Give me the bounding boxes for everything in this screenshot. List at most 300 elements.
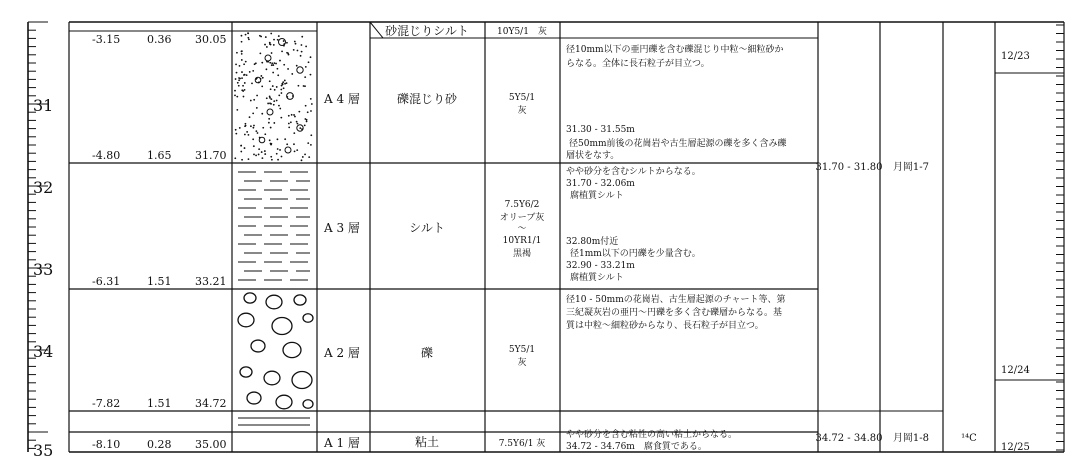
gravel-circle (294, 295, 306, 305)
sand-dot (249, 116, 251, 118)
description-line: やや砂分を含む粘性の高い粘土からなる。 (566, 430, 738, 440)
depth-bottom: 35.00 (195, 438, 227, 451)
sand-dot (251, 82, 253, 84)
sand-dot (262, 77, 264, 79)
sand-dot (281, 50, 283, 52)
sand-dot (298, 111, 300, 113)
sand-dot (253, 154, 255, 156)
sand-dot (286, 42, 288, 44)
sand-dot (297, 123, 299, 125)
sand-dot (277, 138, 279, 140)
sand-dot (253, 99, 255, 101)
sand-dot (260, 36, 262, 38)
sand-dot (235, 133, 237, 135)
sand-dot (272, 85, 274, 87)
sand-dot (252, 127, 254, 129)
top-partial-layer (385, 23, 547, 38)
sand-dot (287, 68, 289, 70)
description-line: やや砂分を含むシルトからなる。 (566, 167, 701, 177)
pebble (279, 39, 286, 46)
sand-dot (272, 72, 274, 74)
color-name: 灰 (517, 358, 527, 368)
sand-dot (277, 68, 279, 70)
description-line: らなる。全体に長石粒子が目立つ。 (566, 59, 710, 69)
sand-dot (246, 74, 248, 76)
sand-dot (304, 153, 306, 155)
description-line: 径10 - 50mmの花崗岩、古生層起源のチャート等、第 (566, 295, 786, 305)
sand-dot (307, 142, 309, 144)
sand-dot (280, 117, 282, 119)
sand-dot (261, 113, 263, 115)
description-line: 34.72 - 34.76m 腐食質である。 (566, 442, 707, 452)
sand-dot (306, 121, 308, 123)
thickness-bottom: 1.51 (147, 397, 172, 410)
depth-ticks (28, 22, 48, 448)
description-line: 腐植質シルト (570, 273, 624, 283)
sand-dot (261, 157, 263, 159)
sand-dot (264, 44, 266, 46)
soil-name: シルト (409, 221, 445, 235)
sand-dot (310, 134, 312, 136)
sand-dot (288, 123, 290, 125)
sand-dot (241, 59, 243, 61)
sand-dot (264, 153, 266, 155)
description-line: 層状をなす。 (566, 151, 620, 161)
sand-dot (258, 148, 260, 150)
gravel-circle (240, 367, 252, 377)
sand-dot (271, 52, 273, 54)
sand-dot (270, 88, 272, 90)
gravel-circle (276, 395, 292, 409)
description-line: 31.30 - 31.55m (566, 125, 635, 135)
depth-scale (28, 22, 53, 460)
sand-dot (284, 80, 286, 82)
sand-dot (238, 77, 240, 79)
color-line: 黒褐 (512, 249, 532, 259)
description-line: 腐植質シルト (570, 191, 624, 201)
depth-bottom: 33.21 (195, 275, 227, 288)
sand-dot (255, 155, 257, 157)
layer-name: A 3 層 (324, 221, 360, 235)
color-code: 5Y5/1 (508, 93, 536, 103)
sand-dot (244, 89, 246, 91)
sand-dot (254, 63, 256, 65)
sand-dot (283, 87, 285, 89)
sand-dot (297, 50, 299, 52)
sand-dot (270, 156, 272, 158)
elevation-top: -3.15 (92, 33, 121, 46)
sand-dot (277, 159, 279, 161)
depth-label-35: 35 (33, 441, 54, 460)
sand-dot (243, 74, 245, 76)
sand-dot (272, 64, 274, 66)
sand-dot (245, 34, 247, 36)
sand-dot (304, 76, 306, 78)
sand-dot (273, 62, 275, 64)
sand-dot (286, 52, 288, 54)
sand-dot (276, 153, 278, 155)
elevation-bottom: -8.10 (92, 438, 121, 451)
sand-dot (260, 75, 262, 77)
sand-dot (273, 100, 275, 102)
sand-dot (308, 156, 310, 158)
sand-dot (300, 55, 302, 57)
gravel-circle (244, 293, 256, 303)
sand-dot (237, 82, 239, 84)
sand-dot (236, 96, 238, 98)
sand-dot (302, 156, 304, 158)
sample-analysis: ¹⁴C (961, 433, 977, 444)
layer-name: A 4 層 (324, 92, 360, 106)
sand-dot (310, 144, 312, 146)
sand-dot (242, 85, 244, 87)
color-line: オリーブ灰 (499, 213, 545, 223)
sand-dot (283, 64, 285, 66)
sample-label: 月岡1-8 (892, 433, 930, 444)
layer-name: A 2 層 (324, 346, 360, 360)
sand-dot (253, 145, 255, 147)
sand-dot (273, 39, 275, 41)
sample-range: 34.72 - 34.80 (815, 433, 883, 444)
gravel-circle (247, 392, 261, 404)
sand-dot (280, 89, 282, 91)
sand-dot (275, 63, 277, 65)
sand-dot (269, 43, 271, 45)
sand-dot (269, 96, 271, 98)
sand-dot (235, 64, 237, 66)
sand-dot (276, 86, 278, 88)
depth-label-34: 34 (33, 342, 54, 361)
layer-name: A 1 層 (324, 436, 360, 450)
sand-dot (238, 79, 240, 81)
sand-dot (310, 98, 312, 100)
pebble (267, 109, 273, 115)
sand-dot (301, 159, 303, 161)
description-line: 径1mm以下の円礫を少量含む。 (570, 249, 701, 259)
gravel-circle (303, 314, 313, 323)
description-line: 31.70 - 32.06m (566, 179, 635, 189)
sand-pattern (234, 32, 313, 161)
sand-dot (236, 72, 238, 74)
sand-dot (304, 118, 306, 120)
sand-dot (299, 127, 301, 129)
sand-dot (235, 129, 237, 131)
sand-dot (240, 145, 242, 147)
sand-dot (259, 52, 261, 54)
color-line: ～ (517, 224, 527, 234)
depth-label-32: 32 (33, 178, 54, 197)
sand-dot (278, 35, 280, 37)
sand-dot (290, 121, 292, 123)
sand-dot (269, 62, 271, 64)
thickness-bottom: 1.65 (147, 149, 172, 162)
pebble (285, 147, 291, 153)
sand-dot (245, 123, 247, 125)
sand-dot (270, 33, 272, 35)
clay-pattern (238, 418, 310, 425)
sand-dot (284, 83, 286, 85)
sand-dot (265, 36, 267, 38)
sand-dot (241, 51, 243, 53)
sand-dot (281, 92, 283, 94)
description-line: 質は中粒～細粒砂からなり、長石粒子が目立つ。 (566, 321, 764, 331)
sand-dot (241, 71, 243, 73)
sand-dot (236, 52, 238, 54)
sand-dot (279, 108, 281, 110)
sand-dot (241, 53, 243, 55)
sand-dot (266, 68, 268, 70)
sand-dot (301, 36, 303, 38)
sand-dot (304, 124, 306, 126)
description-line: 三紀凝灰岩の亜円～円礫を多く含む礫層からなる。基 (566, 308, 783, 318)
sand-dot (277, 74, 279, 76)
sand-dot (301, 44, 303, 46)
sand-dot (245, 125, 247, 127)
sand-dot (244, 147, 246, 149)
sand-dot (269, 102, 271, 104)
sand-dot (284, 138, 286, 140)
sand-dot (273, 44, 275, 46)
sand-dot (274, 89, 276, 91)
sand-dot (296, 121, 298, 123)
soil-name: 礫混じり砂 (396, 92, 458, 106)
elevation-bottom: -6.31 (92, 275, 121, 288)
sand-dot (303, 85, 305, 87)
sand-dot (239, 65, 241, 67)
sand-dot (241, 159, 243, 161)
sand-dot (266, 46, 268, 48)
sand-dot (279, 60, 281, 62)
sand-dot (240, 151, 242, 153)
sand-dot (271, 62, 273, 64)
gravel-circle (303, 400, 313, 409)
pebble (265, 55, 271, 61)
description (566, 43, 787, 161)
pebble (255, 77, 261, 83)
sand-dot (291, 73, 293, 75)
sand-dot (310, 74, 312, 76)
sample-label: 月岡1-7 (892, 162, 930, 173)
sand-dot (294, 116, 296, 118)
sand-dot (241, 89, 243, 91)
depth-top: 30.05 (195, 33, 227, 46)
gravel-circle (272, 318, 292, 335)
sand-dot (277, 39, 279, 41)
sand-dot (301, 51, 303, 53)
thickness-top: 0.36 (147, 33, 172, 46)
sand-dot (294, 150, 296, 152)
sand-dot (270, 98, 272, 100)
sand-dot (252, 138, 254, 140)
sand-dot (262, 127, 264, 129)
sand-dot (257, 132, 259, 134)
sand-dot (296, 149, 298, 151)
sand-dot (288, 115, 290, 117)
right-edge-ticks (1056, 25, 1064, 450)
sand-dot (264, 150, 266, 152)
date-label: 12/25 (1001, 442, 1030, 453)
description (566, 165, 701, 283)
sand-dot (244, 134, 246, 136)
sand-dot (261, 85, 263, 87)
sand-dot (273, 104, 275, 106)
sand-dot (266, 97, 268, 99)
sand-dot (283, 40, 285, 42)
sand-dot (308, 61, 310, 63)
sand-dot (288, 54, 290, 56)
gravel-circle (266, 295, 282, 309)
color-code: 5Y5/1 (508, 345, 536, 355)
description-line: 32.80m付近 (566, 237, 619, 247)
sand-dot (241, 35, 243, 37)
sand-dot (293, 114, 295, 116)
gravel-circle (292, 372, 312, 389)
sand-dot (291, 114, 293, 116)
sand-dot (269, 80, 271, 82)
date-label: 12/24 (1001, 365, 1030, 376)
sand-dot (296, 65, 298, 67)
layer-a3 (92, 165, 701, 288)
sand-dot (305, 105, 307, 107)
depth-bottom: 31.70 (195, 149, 227, 162)
thickness-bottom: 0.28 (147, 438, 172, 451)
sand-dot (270, 143, 272, 145)
gravel-pattern (238, 293, 313, 409)
sand-dot (234, 90, 236, 92)
sand-dot (307, 111, 309, 113)
depth-label-33: 33 (33, 260, 54, 279)
sand-dot (298, 85, 300, 87)
sand-dot (249, 71, 251, 73)
layer-a4 (92, 33, 787, 162)
description-line: 径50mm前後の花崗岩や古生層起源の礫を多く含み礫 (569, 139, 787, 149)
sand-dot (270, 127, 272, 129)
sand-dot (276, 100, 278, 102)
sand-dot (269, 139, 271, 141)
sand-dot (239, 127, 241, 129)
sand-dot (268, 122, 270, 124)
sand-dot (288, 126, 290, 128)
sand-dot (273, 122, 275, 124)
elevation-bottom: -4.80 (92, 149, 121, 162)
sand-dot (234, 157, 236, 159)
sand-dot (241, 41, 243, 43)
sand-dot (244, 82, 246, 84)
sand-dot (250, 100, 252, 102)
pebble (297, 67, 303, 73)
sand-dot (248, 39, 250, 41)
description (566, 293, 785, 331)
depth-label-31: 31 (33, 96, 54, 115)
sand-dot (311, 103, 313, 105)
layer-a2 (92, 293, 785, 410)
sand-dot (282, 81, 284, 83)
color-lines (500, 200, 545, 259)
sand-dot (268, 118, 270, 120)
sand-dot (293, 143, 295, 145)
sand-dot (247, 37, 249, 39)
soil-name: 砂混じりシルト (385, 24, 469, 38)
description (566, 428, 737, 452)
sand-dot (252, 112, 254, 114)
sand-dot (310, 56, 312, 58)
gravel-circle (264, 371, 280, 385)
sand-dot (248, 158, 250, 160)
gravel-circle (238, 313, 254, 327)
sand-dot (238, 85, 240, 87)
dates (1001, 51, 1030, 453)
sand-dot (256, 107, 258, 109)
silt-pattern (238, 172, 310, 280)
sand-dot (295, 43, 297, 45)
gravel-circle (283, 342, 301, 357)
sand-dot (241, 77, 243, 79)
color-code: 10Y5/1 灰 (497, 27, 547, 37)
sand-dot (245, 61, 247, 63)
sand-dot (279, 149, 281, 151)
sand-dot (234, 94, 236, 96)
sand-dot (236, 109, 238, 111)
sand-dot (293, 49, 295, 51)
sand-dot (277, 148, 279, 150)
sand-dot (235, 78, 237, 80)
sand-dot (252, 70, 254, 72)
layer-name-separators (317, 163, 370, 411)
pebble (259, 137, 265, 143)
sand-dot (243, 96, 245, 98)
sample-range: 31.70 - 31.80 (815, 162, 883, 173)
sand-dot (253, 125, 255, 127)
sand-dot (258, 154, 260, 156)
gravel-circle (251, 340, 265, 352)
sand-dot (246, 131, 248, 133)
sand-dot (261, 151, 263, 153)
sand-dot (267, 103, 269, 105)
sand-dot (256, 95, 258, 97)
color-name: 灰 (517, 106, 527, 116)
sand-dot (310, 110, 312, 112)
date-label: 12/23 (1001, 51, 1030, 62)
sand-dot (264, 133, 266, 135)
sand-dot (293, 132, 295, 134)
soil-name: 礫 (420, 346, 434, 360)
sand-dot (278, 94, 280, 96)
color-line: 7.5Y6/2 (504, 200, 540, 210)
elevation-bottom: -7.82 (92, 397, 121, 410)
sand-dot (305, 46, 307, 48)
sand-dot (250, 125, 252, 127)
sand-dot (281, 156, 283, 158)
sand-dot (261, 62, 263, 64)
sand-dot (271, 64, 273, 66)
sand-dot (278, 105, 280, 107)
thickness-bottom: 1.51 (147, 275, 172, 288)
sand-dot (294, 41, 296, 43)
sand-dot (305, 66, 307, 68)
sand-dot (286, 143, 288, 145)
depth-bottom: 34.72 (195, 397, 227, 410)
sand-dot (247, 32, 249, 34)
sand-dot (248, 134, 250, 136)
color-line: 10YR1/1 (502, 236, 542, 246)
sand-dot (271, 159, 273, 161)
sand-dot (255, 130, 257, 132)
sand-dot (243, 63, 245, 65)
description-line: 32.90 - 33.21m (566, 261, 635, 271)
color-code: 7.5Y6/1 灰 (498, 439, 546, 449)
samples (816, 161, 978, 444)
description-line: 径10mm以下の亜円礫を含む礫混じり中粒～細粒砂か (566, 45, 784, 55)
